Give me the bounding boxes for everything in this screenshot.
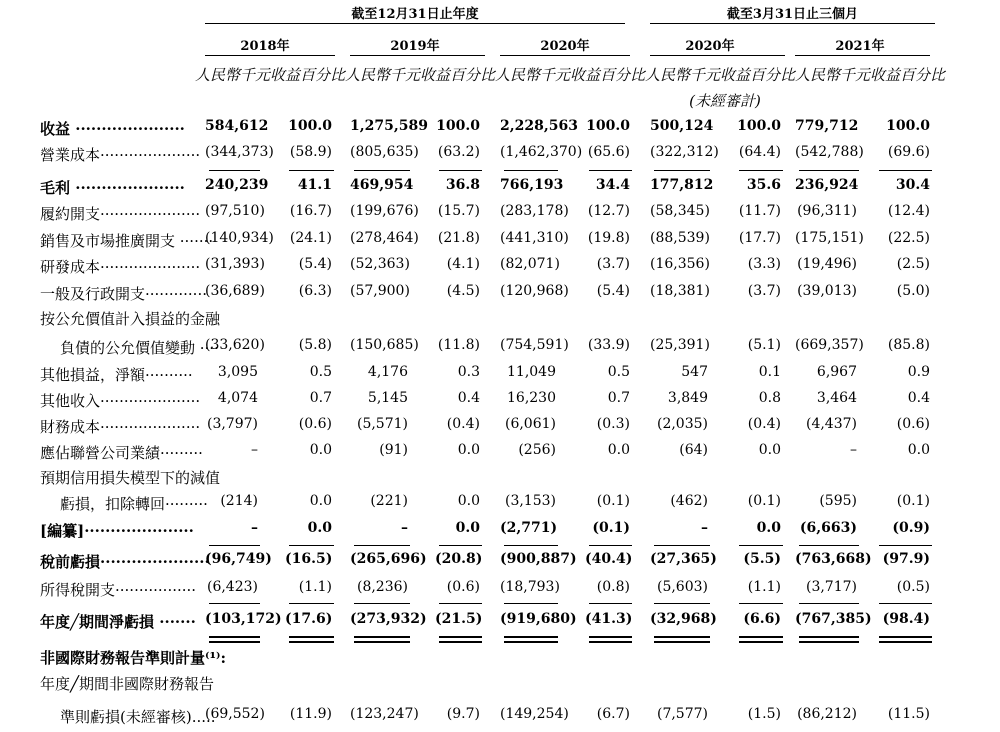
cell-percent: (33.9): [587, 337, 630, 353]
subtotal-rule: [504, 603, 558, 604]
cell-percent: (1.1): [747, 579, 781, 595]
cell-amount: (52,363): [350, 256, 410, 272]
cell-amount: (278,464): [350, 230, 419, 246]
cell-percent: 100.0: [288, 118, 332, 134]
cell-percent: (64.4): [738, 144, 781, 160]
cell-amount: 547: [681, 364, 708, 380]
cell-amount: (3,153): [504, 493, 556, 509]
table-row: [0, 203, 1000, 229]
cell-amount: (2,771): [500, 520, 558, 536]
cell-amount: (27,365): [650, 551, 717, 567]
subtotal-rule: [654, 545, 710, 546]
subtotal-rule: [439, 603, 482, 604]
row-label: 毛利 ·····················: [40, 179, 185, 197]
cell-amount: (805,635): [350, 144, 419, 160]
cell-amount: 3,849: [667, 390, 708, 406]
subtotal-rule: [654, 603, 710, 604]
col-header-rmb: 人民幣千元: [495, 66, 571, 84]
double-rule: [739, 636, 783, 643]
cell-percent: (11.8): [437, 337, 480, 353]
row-label: 其他收入·····················: [40, 392, 201, 410]
cell-amount: (149,254): [500, 706, 569, 722]
table-row: [0, 493, 1000, 519]
cell-percent: (24.1): [289, 230, 332, 246]
cell-amount: (86,212): [797, 706, 857, 722]
row-label: 其他損益，淨額··········: [40, 366, 193, 384]
table-row: [0, 520, 1000, 546]
cell-percent: (0.5): [896, 579, 930, 595]
cell-amount: (57,900): [350, 283, 410, 299]
table-row: [0, 551, 1000, 577]
cell-amount: (120,968): [500, 283, 569, 299]
cell-percent: 0.5: [607, 364, 630, 380]
cell-percent: 0.8: [758, 390, 781, 406]
cell-amount: (33,620): [205, 337, 265, 353]
cell-percent: (16.5): [285, 551, 333, 567]
double-rule: [589, 636, 632, 643]
row-label: 按公允價值計入損益的金融: [40, 310, 221, 328]
cell-percent: (63.2): [437, 144, 480, 160]
cell-amount: (64): [679, 442, 708, 458]
cell-amount: (6,061): [504, 416, 556, 432]
table-row: [0, 579, 1000, 605]
cell-percent: 0.4: [907, 390, 930, 406]
cell-amount: (175,151): [795, 230, 864, 246]
row-label: 稅前虧損·····················: [40, 553, 210, 571]
cell-amount: 6,967: [816, 364, 857, 380]
cell-percent: (11.7): [738, 203, 781, 219]
cell-amount: (32,968): [650, 611, 717, 627]
cell-amount: (39,013): [797, 283, 857, 299]
col-header-rmb: 人民幣千元: [795, 66, 871, 84]
table-row: [0, 416, 1000, 442]
cell-percent: (16.7): [289, 203, 332, 219]
cell-percent: (5.0): [896, 283, 930, 299]
cell-amount: (31,393): [205, 256, 265, 272]
year-2020: 2020年: [540, 39, 590, 54]
table-row: [0, 283, 1000, 309]
double-rule: [799, 636, 859, 643]
subtotal-rule: [654, 170, 710, 171]
row-label: 預期信用損失模型下的減值: [40, 469, 221, 487]
cell-percent: (3.7): [596, 256, 630, 272]
year-2020-q1: 2020年: [685, 39, 735, 54]
subtotal-rule: [879, 170, 932, 171]
cell-amount: –: [401, 520, 408, 536]
cell-percent: (5.1): [747, 337, 781, 353]
subtotal-rule: [354, 170, 410, 171]
cell-percent: (3.3): [747, 256, 781, 272]
cell-percent: 36.8: [445, 177, 480, 193]
header-year-end: 截至12月31日止年度: [351, 7, 479, 22]
cell-percent: (0.6): [298, 416, 332, 432]
cell-amount: (462): [670, 493, 708, 509]
cell-amount: 3,464: [816, 390, 857, 406]
subtotal-rule: [439, 545, 482, 546]
row-label: 研發成本·····················: [40, 258, 201, 276]
subtotal-rule: [589, 170, 632, 171]
cell-percent: 100.0: [737, 118, 781, 134]
cell-percent: (5.4): [298, 256, 332, 272]
cell-percent: (6.6): [743, 611, 781, 627]
col-header-unaudited: (未經審計): [689, 92, 761, 110]
cell-percent: (1.1): [298, 579, 332, 595]
cell-percent: (0.4): [446, 416, 480, 432]
table-row: [0, 177, 1000, 203]
double-rule: [504, 636, 558, 643]
cell-percent: (69.6): [887, 144, 930, 160]
table-row: [0, 467, 1000, 493]
cell-amount: –: [850, 442, 857, 458]
cell-percent: (0.8): [596, 579, 630, 595]
cell-amount: (16,356): [650, 256, 710, 272]
cell-amount: (123,247): [350, 706, 419, 722]
row-label: 年度╱期間非國際財務報告: [40, 675, 215, 693]
col-header-rmb: 人民幣千元: [195, 66, 271, 84]
year-rule: [650, 55, 785, 56]
cell-amount: (595): [819, 493, 857, 509]
subtotal-rule: [879, 603, 932, 604]
cell-amount: (4,437): [805, 416, 857, 432]
year-rule: [350, 55, 485, 56]
header-rule: [650, 23, 935, 24]
subtotal-rule: [209, 545, 260, 546]
table-row: [0, 230, 1000, 256]
year-2019: 2019年: [390, 39, 440, 54]
cell-percent: 0.0: [307, 520, 332, 536]
cell-amount: (140,934): [205, 230, 274, 246]
cell-percent: (0.1): [596, 493, 630, 509]
cell-percent: (97.9): [882, 551, 930, 567]
cell-amount: (3,717): [805, 579, 857, 595]
cell-amount: (36,689): [205, 283, 265, 299]
row-label: 履約開支·····················: [40, 205, 201, 223]
cell-amount: (150,685): [350, 337, 419, 353]
table-row: [0, 706, 1000, 732]
cell-amount: (221): [370, 493, 408, 509]
double-rule: [354, 636, 410, 643]
cell-amount: (7,577): [656, 706, 708, 722]
cell-amount: (441,310): [500, 230, 569, 246]
cell-percent: 0.0: [309, 493, 332, 509]
cell-amount: (322,312): [650, 144, 719, 160]
subtotal-rule: [354, 603, 410, 604]
row-label: 年度╱期間淨虧損 ·······: [40, 613, 196, 631]
cell-amount: (919,680): [500, 611, 577, 627]
table-row: [0, 673, 1000, 699]
col-header-pct: 收益百分比: [570, 66, 646, 84]
cell-percent: (15.7): [437, 203, 480, 219]
col-header-rmb: 人民幣千元: [645, 66, 721, 84]
subtotal-rule: [739, 603, 783, 604]
cell-amount: (25,391): [650, 337, 710, 353]
table-row: [0, 611, 1000, 637]
cell-amount: 240,239: [205, 177, 269, 193]
cell-percent: (12.7): [587, 203, 630, 219]
cell-amount: (900,887): [500, 551, 577, 567]
cell-percent: 0.0: [607, 442, 630, 458]
cell-percent: (6.7): [596, 706, 630, 722]
year-2021-q1: 2021年: [835, 39, 885, 54]
cell-percent: 0.3: [457, 364, 480, 380]
subtotal-rule: [439, 170, 482, 171]
row-label: 所得稅開支·················: [40, 581, 197, 599]
cell-percent: (65.6): [587, 144, 630, 160]
col-header-pct: 收益百分比: [420, 66, 496, 84]
cell-amount: (96,749): [205, 551, 272, 567]
year-2018: 2018年: [240, 39, 290, 54]
cell-percent: (9.7): [446, 706, 480, 722]
row-label: 負債的公允價值變動 ····: [60, 339, 219, 357]
cell-percent: 0.5: [309, 364, 332, 380]
cell-amount: (96,311): [797, 203, 857, 219]
cell-percent: (4.5): [446, 283, 480, 299]
double-rule: [879, 636, 932, 643]
cell-amount: (6,663): [799, 520, 857, 536]
cell-percent: (40.4): [585, 551, 633, 567]
cell-percent: (21.5): [435, 611, 483, 627]
cell-percent: 0.0: [309, 442, 332, 458]
table-row: [0, 442, 1000, 468]
cell-percent: (21.8): [437, 230, 480, 246]
cell-amount: (97,510): [205, 203, 265, 219]
row-label: 非國際財務報告準則計量⁽¹⁾:: [40, 649, 227, 667]
subtotal-rule: [289, 545, 334, 546]
table-row: [0, 144, 1000, 170]
cell-amount: 177,812: [650, 177, 714, 193]
cell-amount: (3,797): [206, 416, 258, 432]
cell-percent: 0.0: [758, 442, 781, 458]
cell-percent: (98.4): [882, 611, 930, 627]
cell-percent: 34.4: [595, 177, 630, 193]
double-rule: [654, 636, 710, 643]
cell-amount: 779,712: [795, 118, 859, 134]
cell-amount: –: [701, 520, 708, 536]
cell-amount: (763,668): [795, 551, 872, 567]
cell-percent: 0.7: [607, 390, 630, 406]
subtotal-rule: [289, 170, 334, 171]
cell-amount: 4,176: [367, 364, 408, 380]
cell-amount: (19,496): [797, 256, 857, 272]
table-row: [0, 118, 1000, 144]
cell-percent: (0.9): [892, 520, 930, 536]
cell-percent: (3.7): [747, 283, 781, 299]
subtotal-rule: [739, 545, 783, 546]
cell-percent: (1.5): [747, 706, 781, 722]
cell-percent: 0.0: [457, 442, 480, 458]
col-header-rmb: 人民幣千元: [345, 66, 421, 84]
cell-amount: (18,793): [500, 579, 560, 595]
cell-percent: 0.4: [457, 390, 480, 406]
cell-amount: 2,228,563: [500, 118, 578, 134]
subtotal-rule: [799, 545, 859, 546]
cell-percent: 0.0: [457, 493, 480, 509]
cell-percent: (12.4): [887, 203, 930, 219]
subtotal-rule: [504, 170, 558, 171]
row-label: [編纂]·····················: [40, 522, 194, 540]
cell-amount: (8,236): [356, 579, 408, 595]
subtotal-rule: [879, 545, 932, 546]
table-row: [0, 308, 1000, 334]
table-row: [0, 390, 1000, 416]
cell-amount: (542,788): [795, 144, 864, 160]
cell-percent: 30.4: [895, 177, 930, 193]
cell-percent: (0.1): [747, 493, 781, 509]
subtotal-rule: [504, 545, 558, 546]
cell-percent: (85.8): [887, 337, 930, 353]
cell-amount: (58,345): [650, 203, 710, 219]
cell-percent: (41.3): [585, 611, 633, 627]
year-rule: [795, 55, 930, 56]
cell-amount: (767,385): [795, 611, 872, 627]
cell-amount: 5,145: [367, 390, 408, 406]
year-rule: [205, 55, 335, 56]
row-label: 營業成本·····················: [40, 146, 201, 164]
cell-percent: 0.7: [309, 390, 332, 406]
cell-percent: 0.0: [907, 442, 930, 458]
cell-percent: 100.0: [436, 118, 480, 134]
cell-percent: 0.0: [756, 520, 781, 536]
row-label: 財務成本·····················: [40, 418, 201, 436]
table-row: [0, 364, 1000, 390]
cell-percent: (5.5): [743, 551, 781, 567]
cell-percent: (20.8): [435, 551, 483, 567]
double-rule: [289, 636, 334, 643]
cell-amount: –: [251, 520, 258, 536]
cell-amount: 766,193: [500, 177, 564, 193]
row-label: 應佔聯營公司業績·········: [40, 444, 203, 462]
col-header-pct: 收益百分比: [270, 66, 346, 84]
cell-percent: (6.3): [298, 283, 332, 299]
double-rule: [209, 636, 260, 643]
cell-percent: (5.4): [596, 283, 630, 299]
cell-percent: 41.1: [297, 177, 332, 193]
table-row: [0, 256, 1000, 282]
cell-amount: 469,954: [350, 177, 414, 193]
subtotal-rule: [799, 170, 859, 171]
cell-percent: 0.1: [758, 364, 781, 380]
cell-amount: 3,095: [217, 364, 258, 380]
cell-amount: –: [251, 442, 258, 458]
cell-amount: (88,539): [650, 230, 710, 246]
cell-percent: (17.6): [285, 611, 333, 627]
cell-percent: 100.0: [886, 118, 930, 134]
cell-amount: 500,124: [650, 118, 714, 134]
cell-percent: (0.6): [896, 416, 930, 432]
cell-amount: (265,696): [350, 551, 427, 567]
cell-amount: 4,074: [217, 390, 258, 406]
cell-amount: (2,035): [656, 416, 708, 432]
cell-percent: (0.1): [592, 520, 630, 536]
table-row: [0, 647, 1000, 673]
cell-amount: (6,423): [206, 579, 258, 595]
cell-amount: 236,924: [795, 177, 859, 193]
header-three-months: 截至3月31日止三個月: [726, 7, 859, 22]
subtotal-rule: [589, 545, 632, 546]
row-label: 收益 ·····················: [40, 120, 185, 138]
cell-percent: (0.1): [896, 493, 930, 509]
cell-percent: 0.0: [455, 520, 480, 536]
subtotal-rule: [354, 545, 410, 546]
cell-amount: (283,178): [500, 203, 569, 219]
year-rule: [500, 55, 630, 56]
subtotal-rule: [589, 603, 632, 604]
cell-percent: (0.6): [446, 579, 480, 595]
subtotal-rule: [799, 603, 859, 604]
cell-amount: 16,230: [507, 390, 556, 406]
subtotal-rule: [289, 603, 334, 604]
cell-percent: (11.5): [887, 706, 930, 722]
cell-amount: (256): [518, 442, 556, 458]
cell-percent: 100.0: [586, 118, 630, 134]
cell-amount: (18,381): [650, 283, 710, 299]
header-rule: [205, 23, 625, 24]
cell-percent: (4.1): [446, 256, 480, 272]
cell-percent: (2.5): [896, 256, 930, 272]
cell-amount: (754,591): [500, 337, 569, 353]
col-header-pct: 收益百分比: [870, 66, 946, 84]
cell-amount: (91): [379, 442, 408, 458]
cell-amount: (199,676): [350, 203, 419, 219]
cell-percent: (0.4): [747, 416, 781, 432]
cell-amount: (669,357): [795, 337, 864, 353]
cell-amount: (5,603): [656, 579, 708, 595]
cell-amount: (69,552): [205, 706, 265, 722]
col-header-pct: 收益百分比: [720, 66, 796, 84]
cell-amount: (214): [220, 493, 258, 509]
cell-percent: (19.8): [587, 230, 630, 246]
cell-amount: 1,275,589: [350, 118, 428, 134]
row-label: 銷售及市場推廣開支 ·······: [40, 232, 214, 250]
subtotal-rule: [739, 170, 783, 171]
cell-percent: (0.3): [596, 416, 630, 432]
cell-percent: (58.9): [289, 144, 332, 160]
cell-percent: (5.8): [298, 337, 332, 353]
subtotal-rule: [209, 603, 260, 604]
double-rule: [439, 636, 482, 643]
row-label: 一般及行政開支·············: [40, 285, 207, 303]
cell-amount: (273,932): [350, 611, 427, 627]
row-label: 準則虧損(未經審核).....: [60, 708, 216, 726]
cell-amount: (5,571): [356, 416, 408, 432]
cell-percent: (17.7): [738, 230, 781, 246]
cell-amount: (82,071): [500, 256, 560, 272]
cell-percent: 0.9: [907, 364, 930, 380]
subtotal-rule: [209, 170, 260, 171]
row-label: 虧損，扣除轉回·········: [60, 495, 208, 513]
cell-amount: (344,373): [205, 144, 274, 160]
cell-percent: (22.5): [887, 230, 930, 246]
cell-percent: (11.9): [289, 706, 332, 722]
cell-amount: (1,462,370): [500, 144, 583, 160]
cell-amount: 584,612: [205, 118, 269, 134]
cell-amount: 11,049: [507, 364, 556, 380]
cell-percent: 35.6: [746, 177, 781, 193]
cell-amount: (103,172): [205, 611, 282, 627]
table-row: [0, 337, 1000, 363]
